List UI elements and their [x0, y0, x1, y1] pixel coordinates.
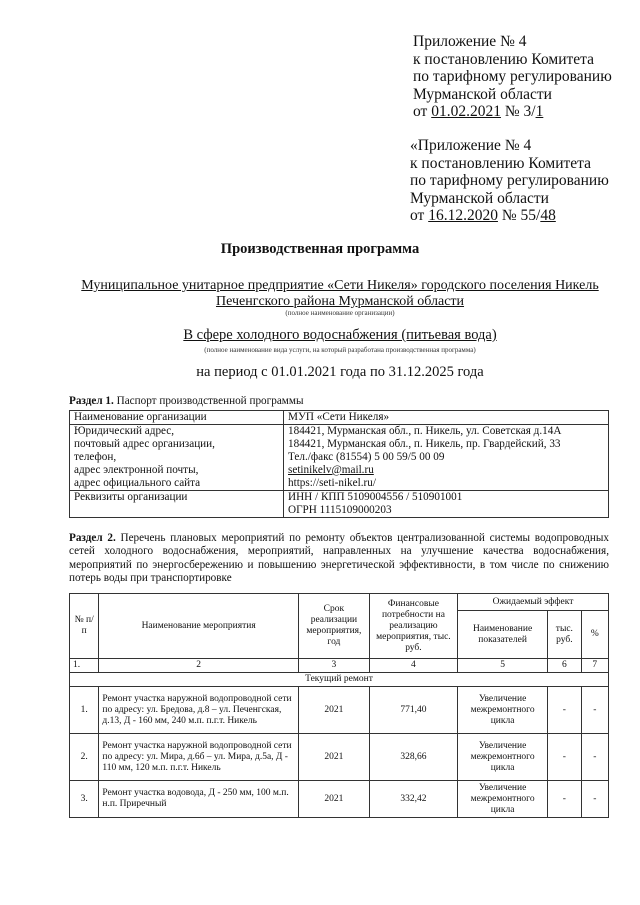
measures-table [69, 593, 609, 818]
program-period: на период с 01.01.2021 года по 31.12.2025 года [196, 364, 484, 380]
appendix-new-line3: по тарифному регулированию [413, 68, 612, 85]
organization-name: Муниципальное унитарное предприятие «Сети Никеля» городского поселения Никель Печенгского района Мурманской области [81, 278, 599, 309]
appendix-new-date-line: от 01.02.2021 № 3/1 [413, 103, 544, 120]
table-row: Наименование организации МУП «Сети Никеля» [70, 411, 609, 425]
email-link[interactable]: setinikelv@mail.ru [288, 464, 374, 476]
appendix-old-line2: к постановлению Комитета [410, 154, 591, 172]
service-sphere-caption: (полное наименование вида услуги, на который разработана производственная программа) [204, 346, 476, 354]
table-row: 1. Ремонт участка наружной водопроводной сети по адресу: ул. Бредова, д.8 – ул. Печенгская, д.13, Д - 160 мм, 240 м.п. п.г.т. Никель 2021 771,40 Увеличение межремонтного цикла - - [70, 687, 609, 734]
table-row: Реквизиты организации ИНН / КПП 5109004556 / 510901001 ОГРН 1115109000203 [70, 491, 609, 518]
appendix-old [410, 137, 609, 225]
appendix-new-date: 01.02.2021 [431, 103, 501, 120]
table-row: 3. Ремонт участка водовода, Д - 250 мм, 100 м.п. н.п. Приречный 2021 332,42 Увеличение межремонтного цикла - - [70, 781, 609, 818]
appendix-new-line2: к постановлению Комитета [413, 50, 594, 68]
page-title: Производственная программа [220, 241, 420, 257]
organization-caption: (полное наименование организации) [285, 309, 395, 317]
appendix-new-line4: Мурманской области [413, 85, 552, 103]
passport-table [69, 410, 609, 518]
appendix-new-line1: Приложение № 4 [413, 33, 527, 50]
table-header-row: № п/п Наименование мероприятия Срок реализации мероприятия, год Финансовые потребности на реализацию мероприятия, тыс. руб. Ожидаемый эффект [70, 594, 609, 611]
group-row: Текущий ремонт [70, 673, 609, 687]
table-row: Юридический адрес, почтовый адрес организации, телефон, адрес электронной почты, адрес официального сайта 184421, Мурманская обл., п. Никель, ул. Советская д.14А 184421, Мурманская обл., п. Никель, пр. Гвардейский, 33 Тел./факс (81554) 5 00 59/5 00 09 setinikelv@mail.ru https://seti-nikel.ru/ [70, 425, 609, 491]
section2-text: Раздел 2. Перечень плановых мероприятий по ремонту объектов централизованной системы водопроводных сетей холодного водоснабжения, мероприятий, направленных на улучшение качества водоснабжения, мероприятий по энергосбережению и повышению энергетической эффективности, в том числе по снижению потерь воды при транспортировке [69, 532, 609, 585]
section1-heading: Раздел 1. Паспорт производственной программы [69, 395, 304, 407]
column-numbers-row: 1. 2 3 4 5 6 7 [70, 659, 609, 673]
appendix-new [413, 33, 612, 121]
appendix-old-line3: по тарифному регулированию [410, 172, 609, 189]
service-sphere: В сфере холодного водоснабжения (питьевая вода) [183, 327, 497, 343]
appendix-old-line4: Мурманской области [410, 189, 549, 207]
appendix-old-date: 16.12.2020 [428, 207, 498, 224]
table-header-row: Наименование показателей тыс. руб. % [70, 611, 609, 659]
table-row: 2. Ремонт участка наружной водопроводной сети по адресу: ул. Мира, д.6б – ул. Мира, д.5а, Д - 110 мм, 120 м.п. п.г.т. Никель 2021 328,66 Увеличение межремонтного цикла - - [70, 734, 609, 781]
appendix-old-line1: «Приложение № 4 [410, 137, 532, 154]
appendix-old-date-line: от 16.12.2020 № 55/48 [410, 207, 556, 224]
website-link[interactable]: https://seti-nikel.ru/ [288, 477, 376, 489]
